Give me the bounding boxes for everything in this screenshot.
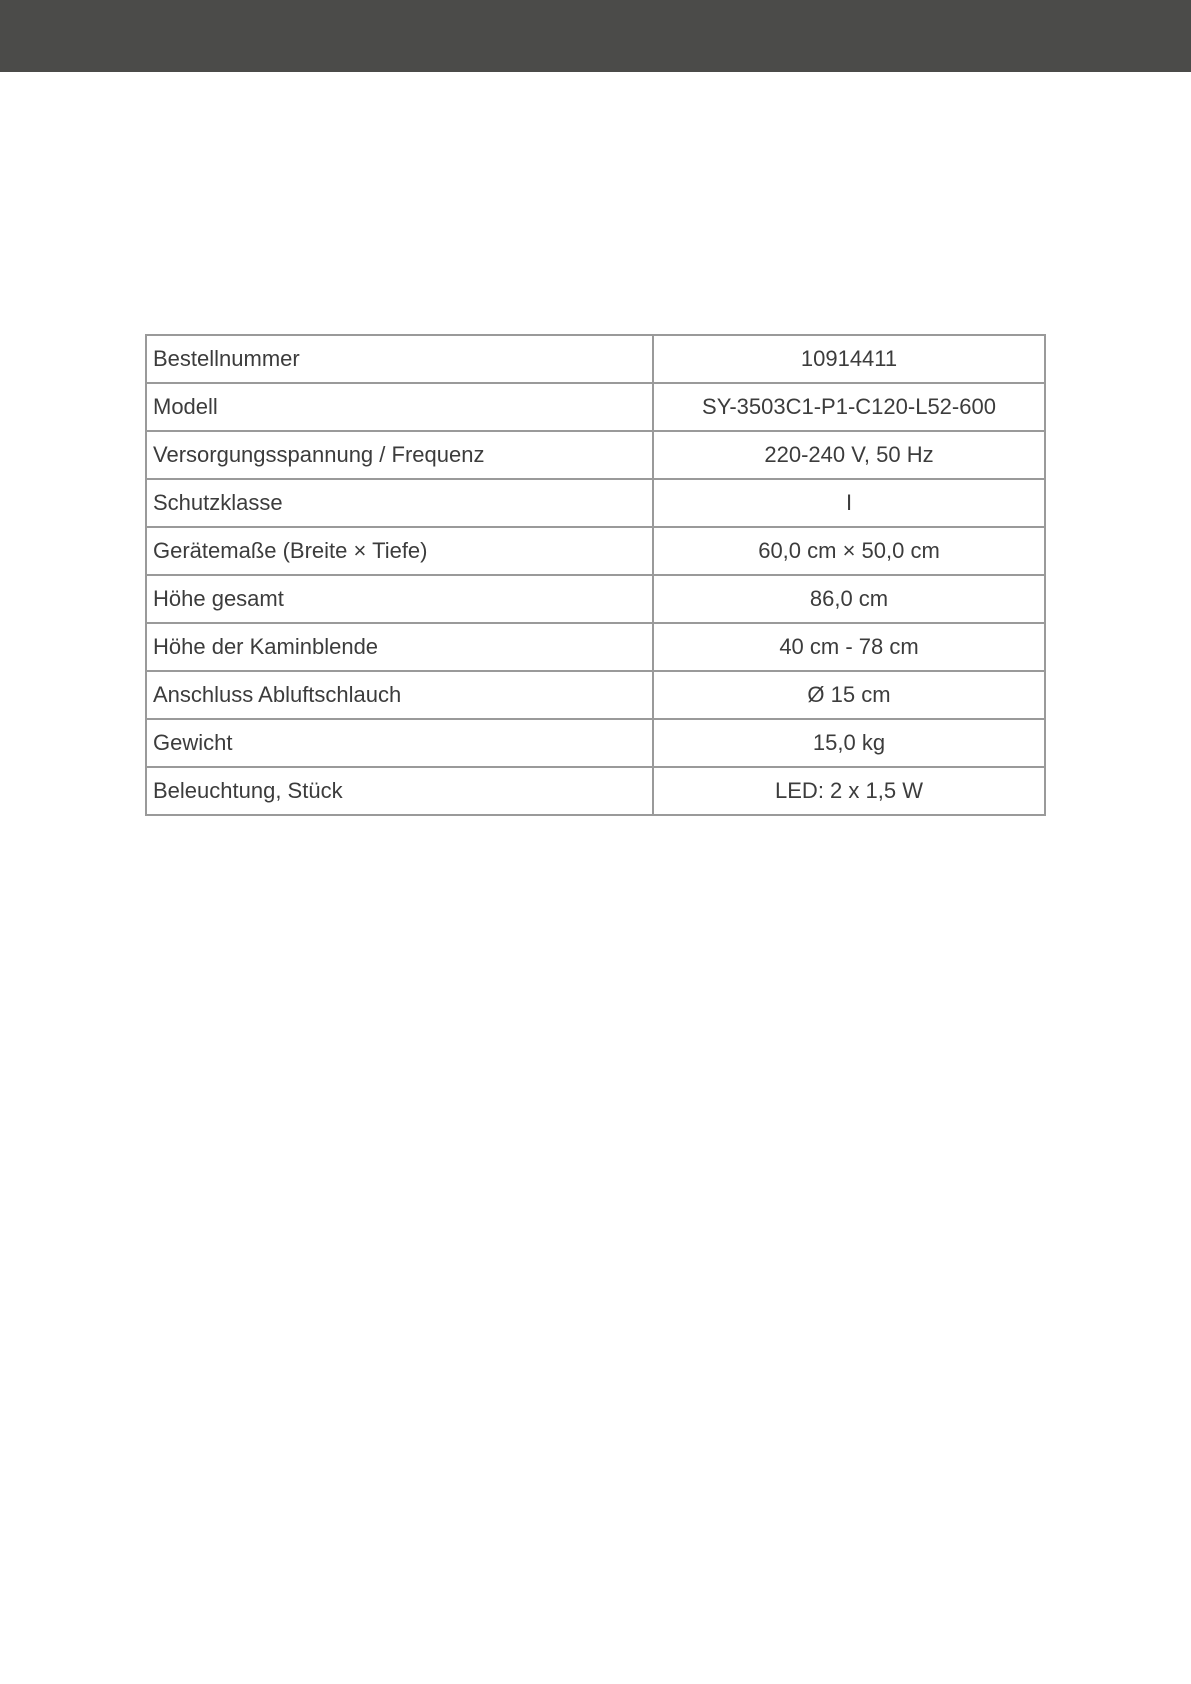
spec-value: 40 cm - 78 cm (653, 623, 1045, 671)
spec-value: I (653, 479, 1045, 527)
table-row (146, 719, 1045, 767)
spec-label: Höhe der Kaminblende (146, 623, 653, 671)
spec-value: Ø 15 cm (653, 671, 1045, 719)
table-row (146, 623, 1045, 671)
spec-label: Höhe gesamt (146, 575, 653, 623)
spec-label: Gerätemaße (Breite × Tiefe) (146, 527, 653, 575)
table-row (146, 431, 1045, 479)
spec-value: 60,0 cm × 50,0 cm (653, 527, 1045, 575)
spec-label: Anschluss Abluftschlauch (146, 671, 653, 719)
spec-value: 220-240 V, 50 Hz (653, 431, 1045, 479)
spec-value: LED: 2 x 1,5 W (653, 767, 1045, 815)
spec-value: SY-3503C1-P1-C120-L52-600 (653, 383, 1045, 431)
header-bar (0, 0, 1191, 72)
spec-label: Schutzklasse (146, 479, 653, 527)
spec-label: Beleuchtung, Stück (146, 767, 653, 815)
table-row (146, 335, 1045, 383)
table-row (146, 479, 1045, 527)
spec-label: Bestellnummer (146, 335, 653, 383)
spec-value: 10914411 (653, 335, 1045, 383)
spec-value: 86,0 cm (653, 575, 1045, 623)
spec-label: Modell (146, 383, 653, 431)
table-row (146, 671, 1045, 719)
table-row (146, 767, 1045, 815)
table-row (146, 575, 1045, 623)
spec-label: Versorgungsspannung / Frequenz (146, 431, 653, 479)
spec-label: Gewicht (146, 719, 653, 767)
table-row (146, 383, 1045, 431)
spec-table (145, 334, 1046, 816)
table-row (146, 527, 1045, 575)
spec-value: 15,0 kg (653, 719, 1045, 767)
